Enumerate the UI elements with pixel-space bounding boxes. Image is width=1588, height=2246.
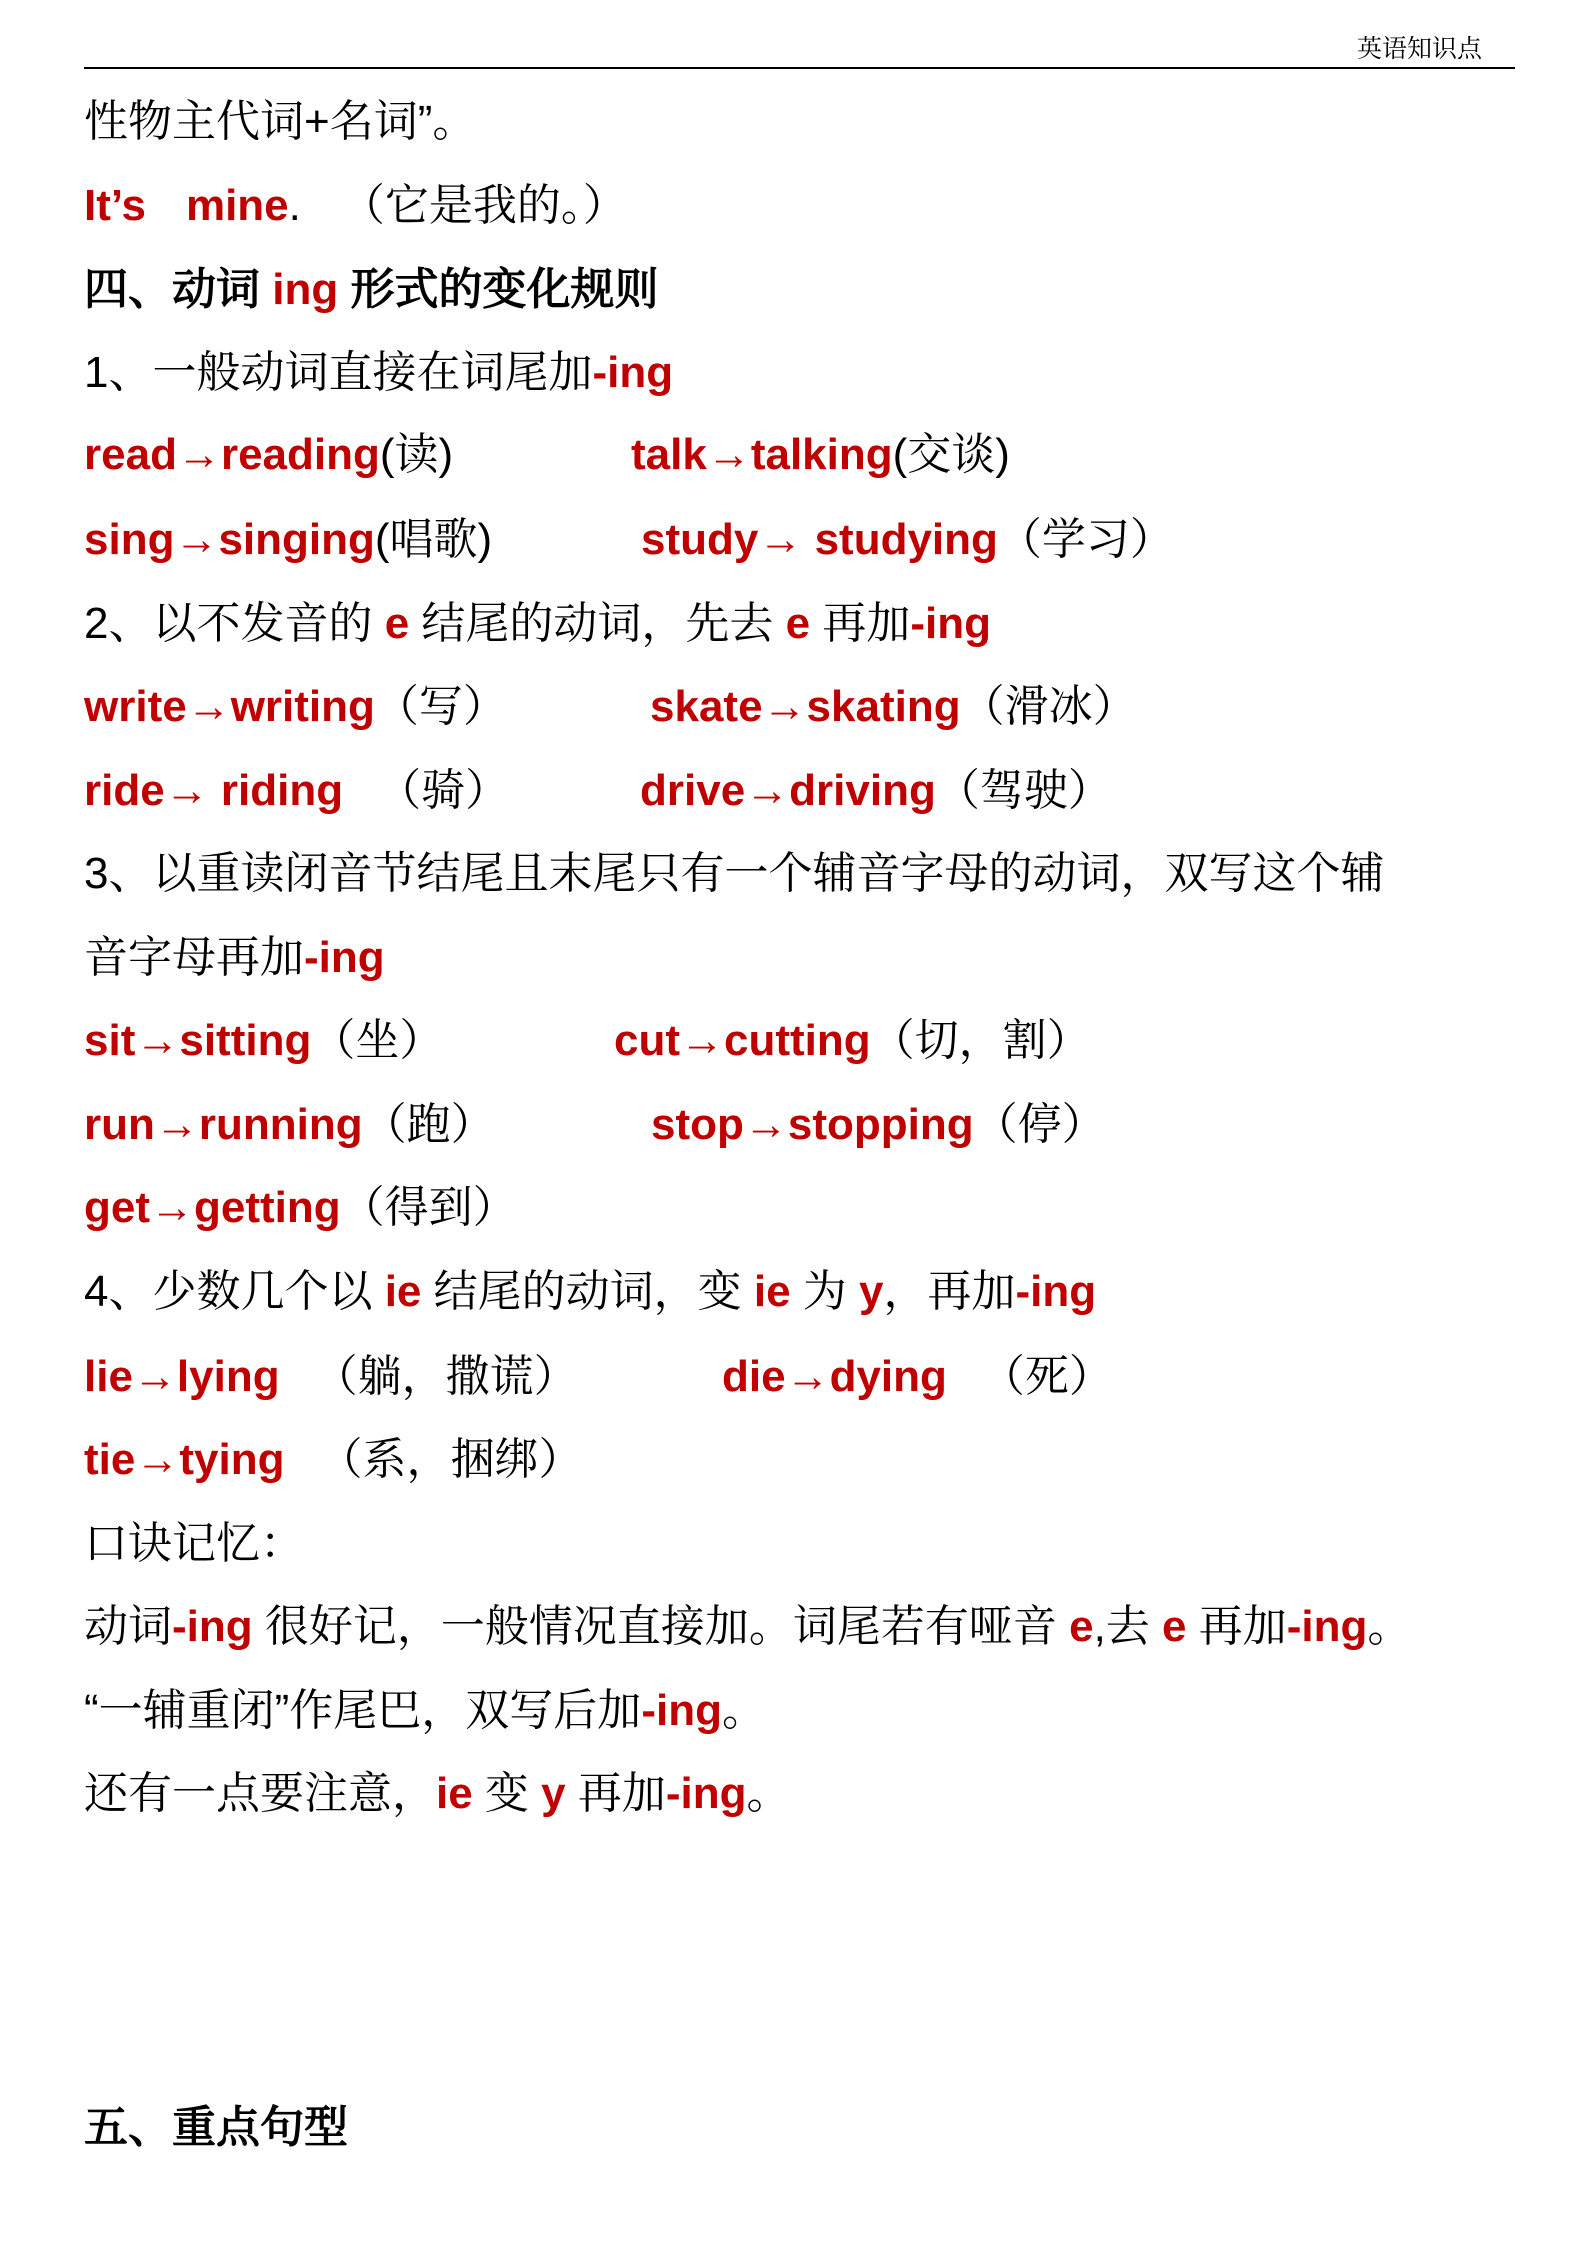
rule-4-text: 结尾的动词，变 (421, 1267, 754, 1316)
example-item (650, 665, 1137, 749)
example-item (651, 1083, 1106, 1167)
mnemonic-text: 。 (1367, 1602, 1412, 1651)
example-item (84, 1166, 517, 1250)
verb-form: die→dying (722, 1352, 947, 1401)
mnemonic-text: 。 (721, 1686, 766, 1735)
mnemonic-text: 再加 (1186, 1602, 1287, 1651)
rule-4-text: 4、少数几个以 (84, 1267, 385, 1316)
verb-form: ride→ riding (84, 766, 344, 815)
verb-form: study→ studying (641, 515, 998, 564)
verb-form: run→running (84, 1100, 363, 1149)
translation: (唱歌) (374, 515, 493, 564)
example-word-its: It’s (84, 181, 146, 230)
mnemonic-text: 动词 (84, 1602, 172, 1651)
verb-form: skate→skating (650, 682, 961, 731)
mnemonic-text: 变 (472, 1769, 542, 1818)
rule-4-ie: ie (384, 1267, 422, 1316)
rule-3-text: 音字母再加 (84, 933, 304, 982)
rule-2-text: 结尾的动词，先去 (409, 599, 786, 648)
rule-4-text: ，再加 (883, 1267, 1016, 1316)
rule-2 (84, 582, 1515, 666)
translation: （写） (374, 682, 507, 731)
rule-1-text: 1、一般动词直接在词尾加 (84, 348, 593, 397)
mnemonic-ing: -ing (665, 1769, 747, 1818)
rule-2-ing: -ing (910, 599, 991, 648)
verb-form: lie→lying (84, 1352, 280, 1401)
translation: （系，捆绑） (318, 1435, 583, 1484)
translation: （切，割） (870, 1016, 1091, 1065)
section-4-ing: ing (272, 265, 339, 314)
rule-4 (84, 1250, 1515, 1334)
example-item (84, 1335, 578, 1419)
translation: （驾驶） (935, 766, 1112, 815)
verb-form: sit→sitting (84, 1016, 312, 1065)
example-item (84, 413, 453, 497)
verb-form: get→getting (84, 1183, 341, 1232)
rule-4-y: y (859, 1267, 884, 1316)
mnemonic-title: 口诀记忆： (84, 1519, 304, 1568)
mnemonic-text: 。 (746, 1769, 791, 1818)
example-item (84, 749, 509, 833)
mnemonic-e: e (1069, 1602, 1094, 1651)
example-line (84, 164, 1515, 248)
rule-3-ing: -ing (304, 933, 385, 982)
translation: （骑） (377, 766, 510, 815)
rule-1-ing: -ing (592, 348, 674, 397)
rule-2-e: e (384, 599, 410, 648)
translation: （死） (980, 1352, 1113, 1401)
example-row (84, 498, 1515, 582)
example-row (84, 665, 1515, 749)
example-item (84, 1418, 582, 1502)
example-item (84, 1083, 495, 1167)
header-divider (84, 67, 1515, 69)
mnemonic-line-1 (84, 1585, 1515, 1669)
translation: （跑） (362, 1100, 495, 1149)
example-item (614, 999, 1091, 1083)
mnemonic-text: ,去 (1093, 1602, 1163, 1651)
verb-form: cut→cutting (614, 1016, 871, 1065)
mnemonic-e: e (1162, 1602, 1187, 1651)
mnemonic-text: 再加 (565, 1769, 666, 1818)
section-4-title: 形式的变化规则 (338, 265, 659, 314)
translation: (读) (379, 430, 454, 479)
example-item (84, 999, 443, 1083)
section-4-number: 四、动词 (84, 265, 273, 314)
mnemonic-text: 还有一点要注意， (84, 1769, 436, 1818)
mnemonic-ing: -ing (172, 1602, 253, 1651)
translation: （学习） (997, 515, 1174, 564)
example-period: . (288, 181, 301, 230)
mnemonic-line-3 (84, 1752, 1515, 1836)
example-row (84, 1418, 1515, 1502)
verb-form: tie→tying (84, 1435, 285, 1484)
rule-4-ie: ie (753, 1267, 791, 1316)
example-row (84, 999, 1515, 1083)
example-word-mine: mine (185, 181, 289, 230)
rule-4-text: 为 (790, 1267, 860, 1316)
mnemonic-text: 很好记，一般情况直接加。词尾若有哑音 (252, 1602, 1070, 1651)
example-row (84, 1083, 1515, 1167)
rule-1 (84, 331, 1515, 415)
mnemonic-ing: -ing (1286, 1602, 1368, 1651)
example-row (84, 1166, 1515, 1250)
rule-2-e: e (785, 599, 811, 648)
verb-form: write→writing (84, 682, 375, 731)
example-item (641, 498, 1174, 582)
verb-form: drive→driving (640, 766, 936, 815)
rule-3: 3、以重读闭音节结尾且末尾只有一个辅音字母的动词，双写这个辅 (84, 849, 1385, 898)
mnemonic-y: y (541, 1769, 566, 1818)
translation: （滑冰） (960, 682, 1137, 731)
example-item (722, 1335, 1113, 1419)
rule-4-ing: -ing (1015, 1267, 1097, 1316)
example-item (84, 498, 492, 582)
translation: (交谈) (892, 430, 1010, 479)
header-title: 英语知识点 (1356, 35, 1482, 63)
translation: （得到） (340, 1183, 517, 1232)
example-translation: （它是我的。） (340, 181, 627, 230)
section-4-heading (84, 248, 1515, 332)
mnemonic-ie: ie (436, 1769, 473, 1818)
verb-form: sing→singing (84, 515, 375, 564)
example-row (84, 413, 1515, 497)
example-item (640, 749, 1112, 833)
mnemonic-line-2 (84, 1669, 1515, 1753)
intro-line: 性物主代词+名词”。 (84, 97, 477, 146)
example-item (84, 665, 507, 749)
example-item (631, 413, 1010, 497)
rule-2-text: 2、以不发音的 (84, 599, 385, 648)
example-row (84, 1335, 1515, 1419)
verb-form: talk→talking (631, 430, 893, 479)
section-5-heading: 五、重点句型 (84, 2103, 348, 2152)
translation: （停） (973, 1100, 1106, 1149)
rule-3-continued (84, 916, 1515, 1000)
mnemonic-ing: -ing (641, 1686, 722, 1735)
rule-2-text: 再加 (810, 599, 911, 648)
verb-form: stop→stopping (651, 1100, 974, 1149)
translation: （坐） (311, 1016, 444, 1065)
translation: （躺，撒谎） (313, 1352, 578, 1401)
verb-form: read→reading (84, 430, 380, 479)
mnemonic-text: “一辅重闭”作尾巴，双写后加 (84, 1686, 642, 1735)
example-row (84, 749, 1515, 833)
